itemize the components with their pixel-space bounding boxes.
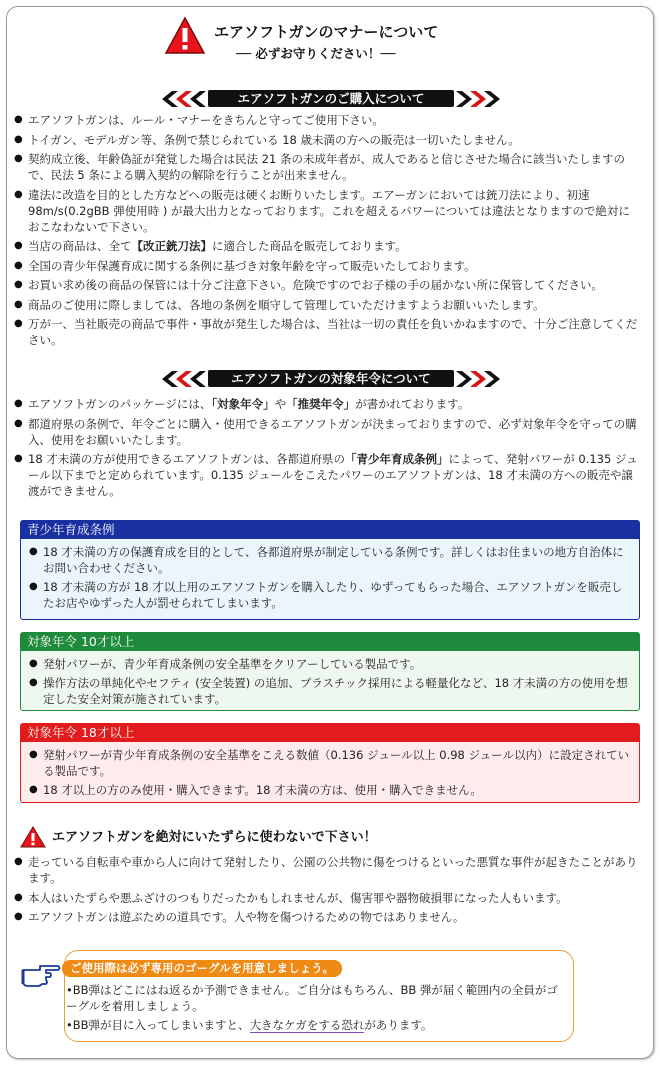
list-item: ● 18 才以上の方のみ使用・購入できます。18 才未満の方は、使用・購入できません。 [29, 782, 631, 798]
page-header [0, 12, 660, 66]
youth-ordinance-box [20, 520, 640, 620]
youth-ordinance-title: 青少年育成条例 [21, 521, 639, 539]
purchase-list [14, 112, 638, 352]
list-item: ● 18 才未満の方の保護育成を目的として、各都道府県が制定している条例です。詳しくはお住まいの地方自治体にお問い合わせください。 [29, 544, 631, 576]
misuse-warning-title: エアソフトガンを絶対にいたずらに使わないで下さい！ [52, 830, 377, 845]
page-subtitle: ── 必ずお守りください！── [236, 46, 396, 61]
page-title: エアソフトガンのマナーについて [214, 23, 439, 41]
age-10-box [20, 632, 640, 711]
age-list [14, 396, 638, 503]
list-item: ● お買い求め後の商品の保管には十分ご注意下さい。危険ですのでお子様の手の届かない所に保管してください。 [14, 277, 638, 293]
list-item: ● 都道府県の条例で、年令ごとに購入・使用できるエアソフトガンが決まっておりますので、必ず対象年令を守っての購入、使用をお願いいたします。 [14, 416, 638, 448]
list-item: ● 操作方法の単純化やセフティ (安全装置) の追加、プラスチック採用による軽量化など、18 才未満の方の使用を想定した安全対策が施されています。 [29, 675, 631, 707]
list-item: ● 発射パワーが青少年育成条例の安全基準をこえる数値（0.136 ジュール以上 0.98 ジュール以内）に設定されている製品です。 [29, 747, 631, 779]
section-title-age: エアソフトガンの対象年令について [208, 370, 454, 387]
list-item: ● 商品のご使用に際しましては、各地の条例を順守して管理していただけますようお願いいたします。 [14, 297, 638, 313]
right-chevrons-icon [454, 89, 500, 109]
list-item: ● 18 才未満の方が 18 才以上用のエアソフトガンを購入したり、ゆずってもらった場合、エアソフトガンを販売したお店やゆずった人が罰せられてしまいます。 [29, 579, 631, 611]
age-10-title: 対象年令 10才以上 [21, 633, 639, 651]
list-item: ● 本人はいたずらや悪ふざけのつもりだったかもしれませんが、傷害罪や器物破損罪になった人もいます。 [14, 890, 638, 906]
list-item: ● 18 才未満の方が使用できるエアソフトガンは、各都道府県の「青少年育成条例」によって、発射パワーが 0.135 ジュール以下までと定められています。0.135 ジュールをこえたパワーのエアソフトガンは、18 才未満の方への販売や譲渡ができません。 [14, 451, 638, 499]
list-item: ● エアソフトガンは遊ぶための道具です。人や物を傷つけるための物ではありません。 [14, 909, 638, 925]
list-item: ● 全国の青少年保護育成に関する条例に基づき対象年齢を守って販売いたしております。 [14, 258, 638, 274]
age-18-box [20, 723, 640, 803]
age-18-title: 対象年令 18才以上 [21, 724, 639, 742]
misuse-list [14, 854, 638, 929]
warning-icon [20, 826, 46, 848]
goggle-line-1: •BB弾はどこにはね返るか予測できません。ご自分はもちろん、BB 弾が届く範囲内の全員がゴーグルを着用しましょう。 [66, 983, 558, 1013]
list-item: ● トイガン、モデルガン等、条例で禁じられている 18 歳未満の方への販売は一切いたしません。 [14, 132, 638, 148]
list-item: ● エアソフトガンのパッケージには、「対象年令」や「推奨年令」が書かれております。 [14, 396, 638, 412]
list-item: ● 万が一、当社販売の商品で事件・事故が発生した場合は、当社は一切の責任を負いかねますので、十分ご注意してください。 [14, 316, 638, 348]
section-banner-age [0, 369, 660, 389]
list-item: ● 発射パワーが、青少年育成条例の安全基準をクリアーしている製品です。 [29, 656, 631, 672]
goggle-label: ご使用際は必ず専用のゴーグルを用意しましょう。 [62, 960, 342, 977]
left-chevrons-icon [162, 369, 208, 389]
goggle-line-2: •BB弾が目に入ってしまいますと、大きなケガをする恐れがあります。 [66, 1018, 433, 1032]
section-banner-purchase [0, 89, 660, 109]
list-item: ● 違法に改造を目的とした方などへの販売は硬くお断りいたします。エアーガンにおいては銃刀法により、初速98m/s(0.2gBB 弾使用時 ) が最大出力となっております。これを超えるパワーについては違法となりますので絶対におこなわないで下さい。 [14, 187, 638, 235]
left-chevrons-icon [162, 89, 208, 109]
warning-icon [164, 16, 206, 56]
section-title-purchase: エアソフトガンのご購入について [208, 90, 454, 107]
list-item: ● 走っている自転車や車から人に向けて発射したり、公園の公共物に傷をつけるといった悪質な事件が起きたことがあります。 [14, 854, 638, 886]
list-item: ● エアソフトガンは、ルール・マナーをきちんと守ってご使用下さい。 [14, 112, 638, 128]
pointing-hand-icon [20, 956, 62, 990]
list-item: ● 契約成立後、年齢偽証が発覚した場合は民法 21 条の未成年者が、成人であると信じさせた場合に該当いたしますので、民法 5 条による購入契約の解除を行うことが出来ません。 [14, 151, 638, 183]
list-item: ● 当店の商品は、全て【改正銃刀法】に適合した商品を販売しております。 [14, 238, 638, 254]
right-chevrons-icon [454, 369, 500, 389]
